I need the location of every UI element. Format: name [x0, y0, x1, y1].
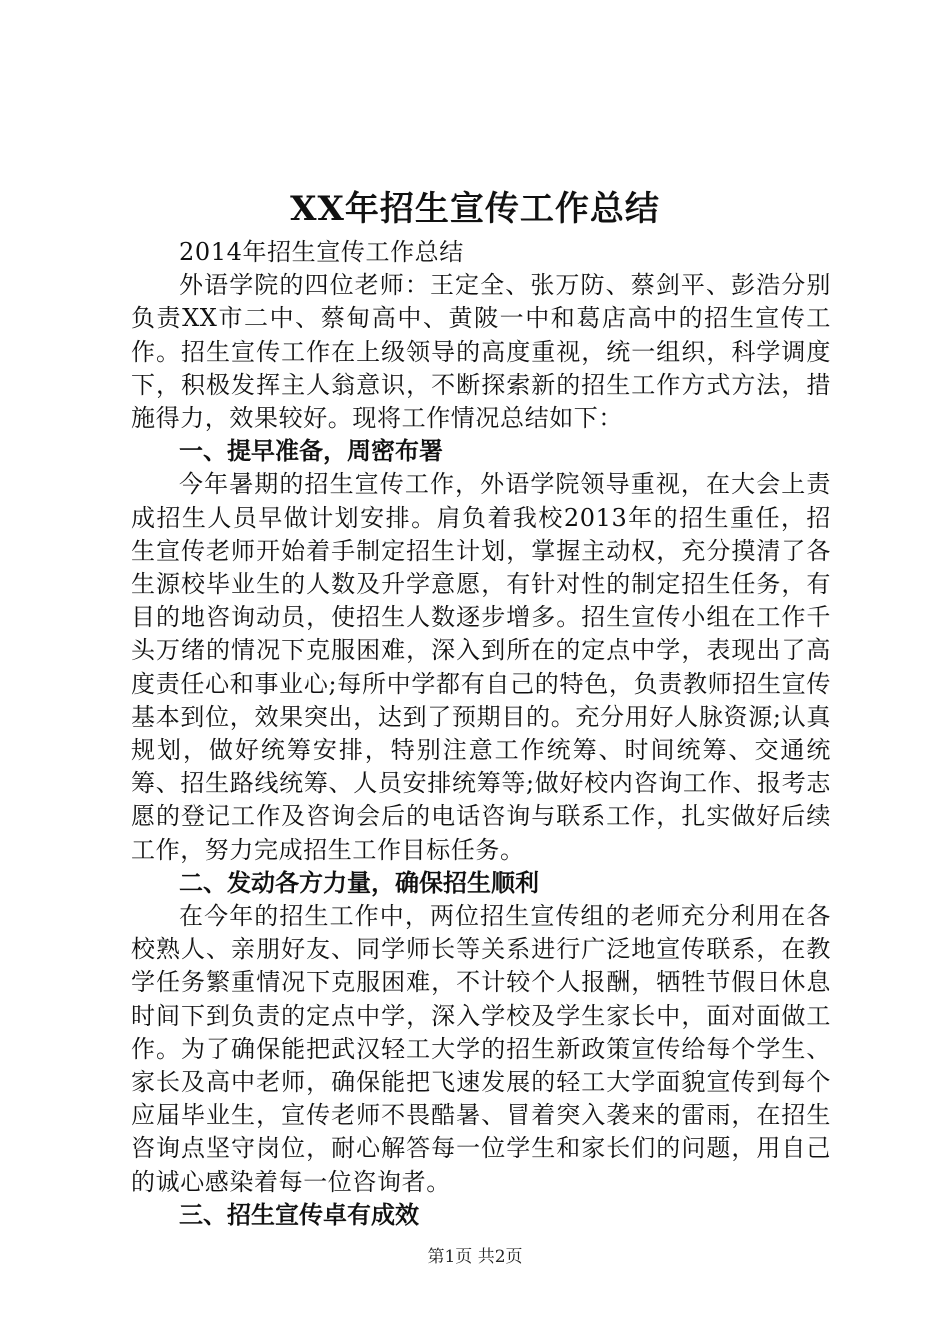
document-body [131, 236, 831, 1232]
section-heading-3: 三、招生宣传卓有成效 [179, 1200, 419, 1229]
document-title: XX年招生宣传工作总结 [290, 189, 660, 229]
section-paragraph-1: 今年暑期的招生宣传工作，外语学院领导重视，在大会上责成招生人员早做计划安排。肩负着我校2013年的招生重任，招生宣传老师开始着手制定招生计划，掌握主动权，充分摸清了各生源校毕业生的人数及升学意愿，有针对性的制定招生任务，有目的地咨询动员，使招生人数逐步增多。招生宣传小组在工作千头万绪的情况下克服困难，深入到所在的定点中学，表现出了高度责任心和事业心;每所中学都有自己的特色，负责教师招生宣传基本到位，效果突出，达到了预期目的。充分用好人脉资源;认真规划，做好统筹安排，特别注意工作统筹、时间统筹、交通统筹、招生路线统筹、人员安排统筹等;做好校内咨询工作、报考志愿的登记工作及咨询会后的电话咨询与联系工作，扎实做好后续工作，努力完成招生工作目标任务。 [131, 470, 831, 864]
page-number-footer: 第1页 共2页 [427, 1247, 523, 1267]
section-heading-2: 二、发动各方力量，确保招生顺利 [179, 868, 539, 897]
subtitle-line: 2014年招生宣传工作总结 [179, 238, 464, 266]
intro-paragraph: 外语学院的四位老师：王定全、张万防、蔡剑平、彭浩分别负责XX市二中、蔡甸高中、黄陂一中和葛店高中的招生宣传工作。招生宣传工作在上级领导的高度重视，统一组织，科学调度下，积极发挥主人翁意识，不断探索新的招生工作方式方法，措施得力，效果较好。现将工作情况总结如下： [131, 271, 831, 433]
section-heading-1: 一、提早准备，周密布署 [179, 437, 443, 466]
section-paragraph-2: 在今年的招生工作中，两位招生宣传组的老师充分利用在各校熟人、亲朋好友、同学师长等关系进行广泛地宣传联系，在教学任务繁重情况下克服困难，不计较个人报酬，牺牲节假日休息时间下到负责的定点中学，深入学校及学生家长中，面对面做工作。为了确保能把武汉轻工大学的招生新政策宣传给每个学生、家长及高中老师，确保能把飞速发展的轻工大学面貌宣传到每个应届毕业生，宣传老师不畏酷暑、冒着突入袭来的雷雨，在招生咨询点坚守岗位，耐心解答每一位学生和家长们的问题，用自己的诚心感染着每一位咨询者。 [131, 902, 831, 1196]
